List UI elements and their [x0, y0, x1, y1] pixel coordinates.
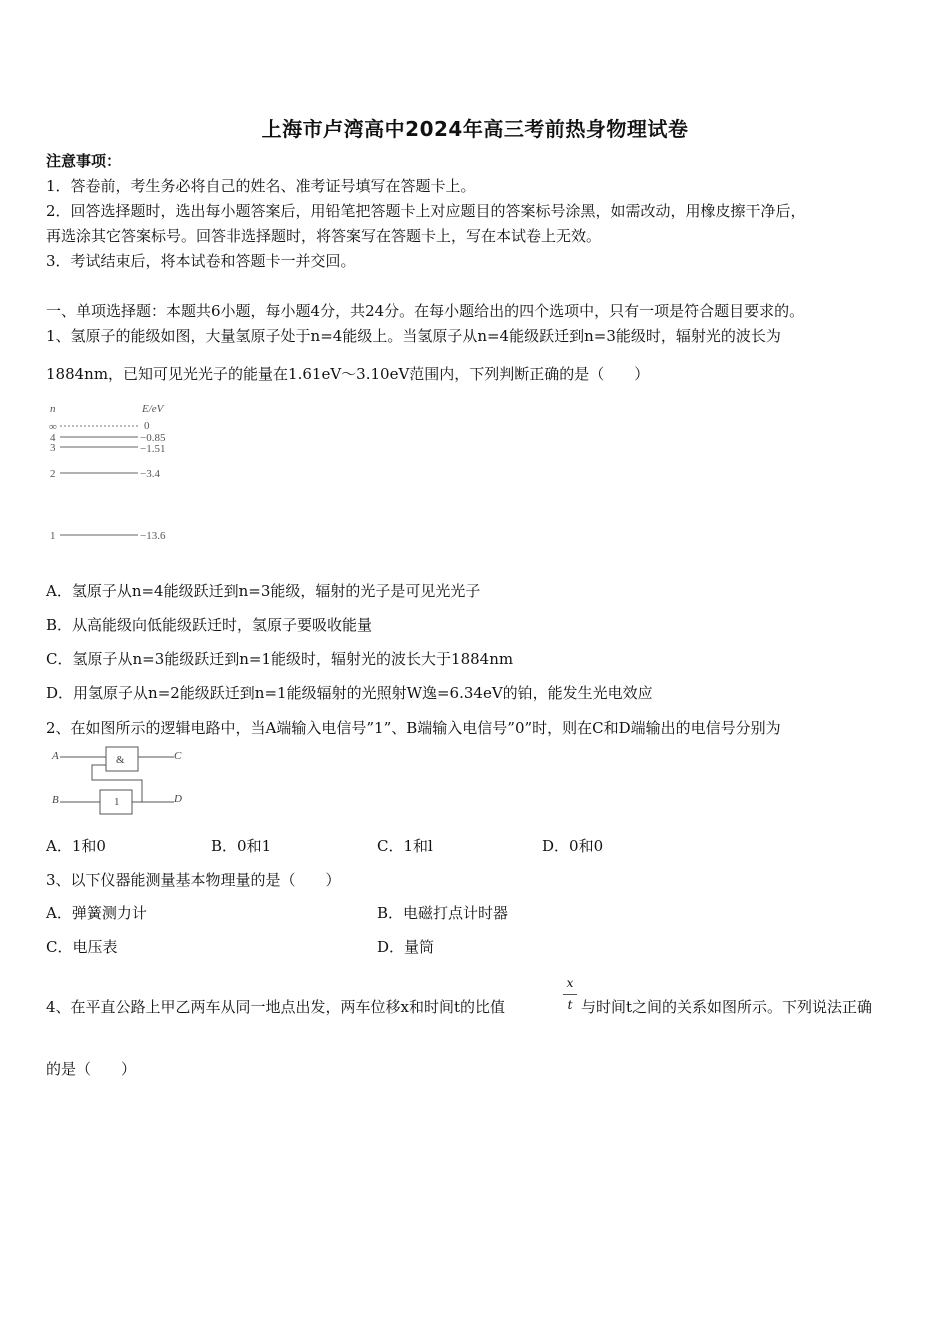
notice-item: 3．考试结束后，将本试卷和答题卡一并交回。 — [46, 252, 356, 270]
q1-option-a: A．氢原子从n=4能级跃迁到n=3能级，辐射的光子是可见光光子 — [46, 582, 481, 600]
circuit-label-c: C — [174, 750, 182, 762]
q1-stem-line1: 1、氢原子的能级如图，大量氢原子处于n=4能级上。当氢原子从n=4能级跃迁到n=3能级时，辐射光的波长为 — [46, 327, 781, 345]
circuit-label-a: A — [52, 750, 59, 762]
level-n-label: 3 — [50, 442, 56, 454]
level-n-label: ∞ — [49, 421, 57, 433]
q3-option-b: B．电磁打点计时器 — [377, 904, 509, 922]
level-e-label: 0 — [144, 420, 150, 432]
and-gate-symbol: & — [116, 754, 125, 766]
q4-fraction-denominator: t — [567, 998, 573, 1012]
axis-label-e: E/eV — [142, 403, 164, 415]
axis-label-n: n — [50, 403, 56, 415]
q1-option-d: D．用氢原子从n=2能级跃迁到n=1能级辐射的光照射W逸=6.34eV的铂，能发生光电效应 — [46, 684, 653, 702]
page-title: 上海市卢湾高中2024年高三考前热身物理试卷 — [261, 117, 689, 141]
q4-stem-part3: 的是（ ） — [46, 1060, 137, 1078]
level-e-label: −1.51 — [140, 443, 166, 455]
circuit-label-d: D — [174, 793, 182, 805]
q4-stem-part2: 与时间t之间的关系如图所示。下列说法正确 — [581, 998, 873, 1016]
fraction-bar — [563, 994, 577, 995]
not-gate-symbol: 1 — [114, 796, 120, 808]
q3-stem: 3、以下仪器能测量基本物理量的是（ ） — [46, 871, 341, 889]
notice-item: 1．答卷前，考生务必将自己的姓名、准考证号填写在答题卡上。 — [46, 177, 476, 195]
q3-option-c: C．电压表 — [46, 938, 118, 956]
q1-option-c: C．氢原子从n=3能级跃迁到n=1能级时，辐射光的波长大于1884nm — [46, 650, 514, 668]
level-n-label: 1 — [50, 530, 56, 542]
q1-stem-line2: 1884nm，已知可见光光子的能量在1.61eV～3.10eV范围内，下列判断正确的是（ ） — [46, 365, 650, 383]
q2-option-a: A．1和0 — [46, 837, 106, 855]
logic-circuit-diagram — [50, 744, 190, 824]
level-e-label: −3.4 — [140, 468, 160, 480]
q1-option-b: B．从高能级向低能级跃迁时，氢原子要吸收能量 — [46, 616, 373, 634]
section-heading: 一、单项选择题：本题共6小题，每小题4分，共24分。在每小题给出的四个选项中，只有一项是符合题目要求的。 — [46, 302, 805, 320]
notice-heading: 注意事项： — [46, 152, 122, 170]
q2-option-c: C．1和l — [377, 837, 433, 855]
circuit-label-b: B — [52, 794, 59, 806]
q2-stem: 2、在如图所示的逻辑电路中，当A端输入电信号”1”、B端输入电信号”0”时，则在C和D端输出的电信号分别为 — [46, 719, 781, 737]
energy-level-diagram — [46, 398, 186, 548]
q2-option-d: D．0和0 — [542, 837, 604, 855]
level-e-label: −13.6 — [140, 530, 166, 542]
q3-option-d: D．量筒 — [377, 938, 435, 956]
notice-item: 再选涂其它答案标号。回答非选择题时，将答案写在答题卡上，写在本试卷上无效。 — [46, 227, 602, 245]
q3-option-a: A．弹簧测力计 — [46, 904, 147, 922]
q4-stem-part1: 4、在平直公路上甲乙两车从同一地点出发，两车位移x和时间t的比值 — [46, 998, 506, 1016]
notice-item: 2．回答选择题时，选出每小题答案后，用铅笔把答题卡上对应题目的答案标号涂黑，如需改动，用橡皮擦干净后， — [46, 202, 806, 220]
q4-fraction-numerator: x — [566, 976, 574, 990]
q2-option-b: B．0和1 — [211, 837, 272, 855]
level-n-label: 4 — [50, 432, 56, 444]
level-e-label: −0.85 — [140, 432, 166, 444]
level-n-label: 2 — [50, 468, 56, 480]
